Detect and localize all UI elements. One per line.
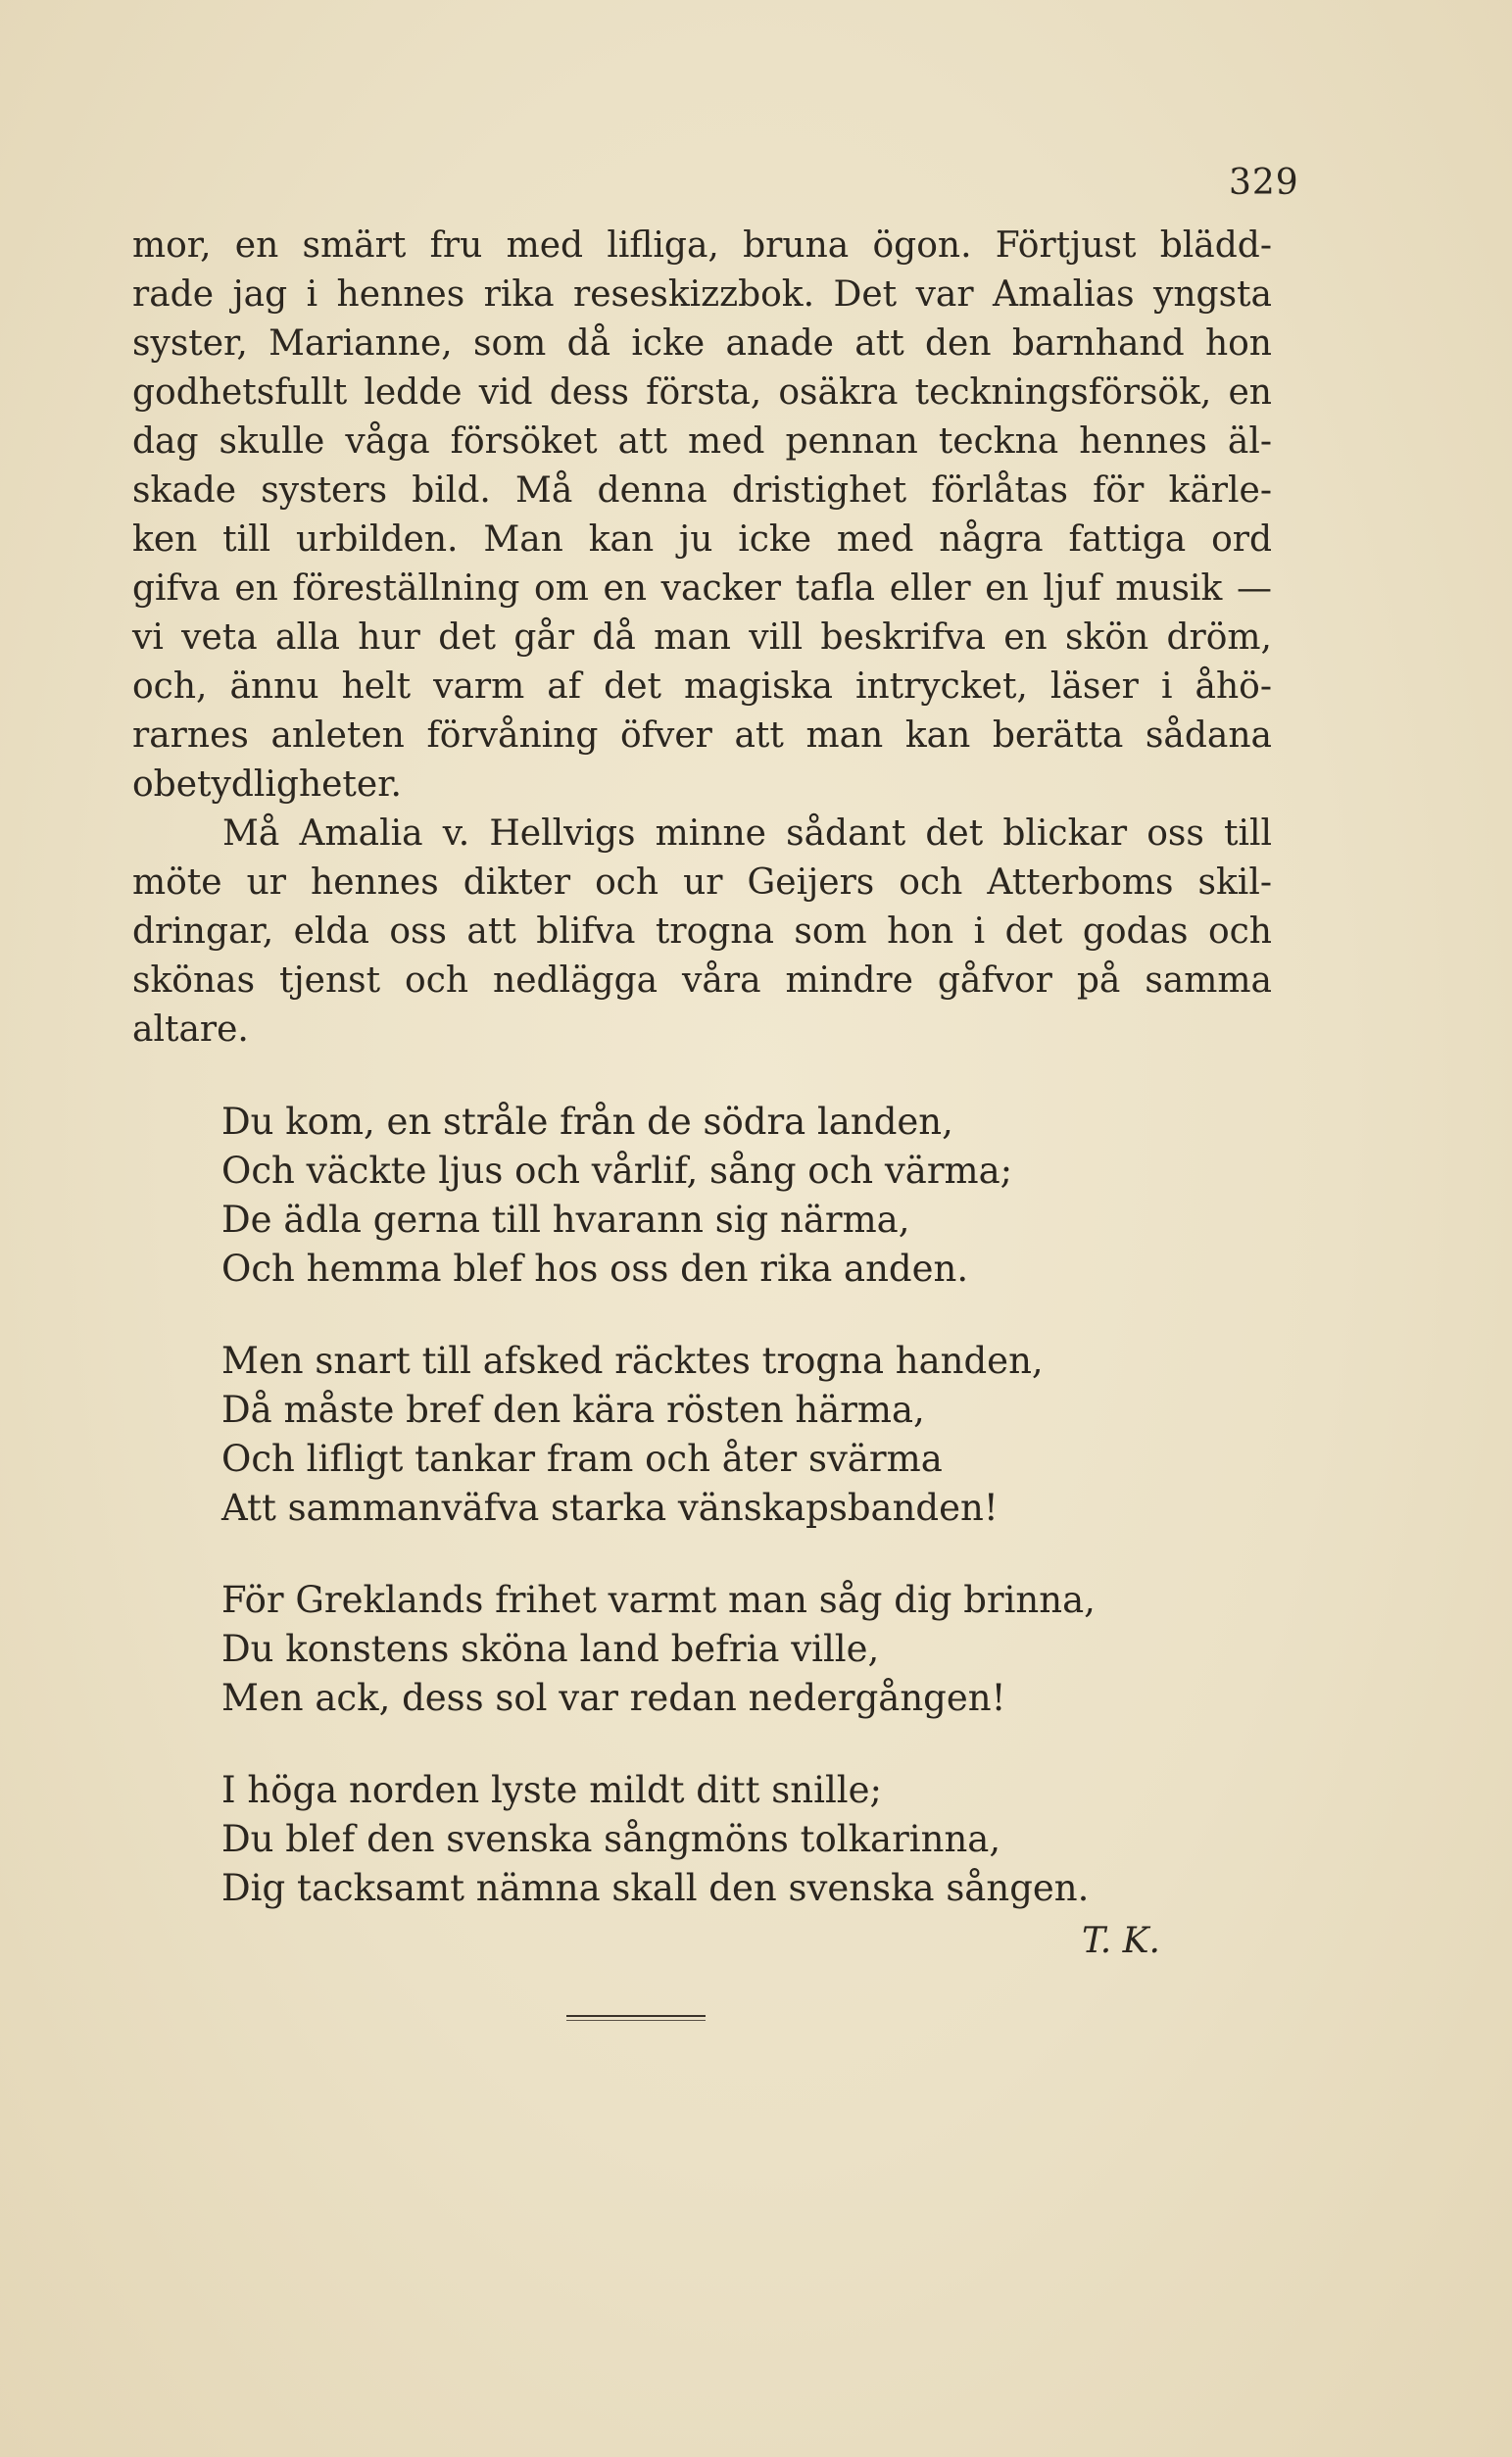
prose-line: dag skulle våga försöket att med pennan teckna hennes äl- [132, 421, 1272, 462]
poem-verse: För Greklands frihet varmt man såg dig brinna, [221, 1579, 1096, 1621]
prose-line: godhetsfullt ledde vid dess första, osäkra teckningsförsök, en [132, 372, 1272, 413]
poem-verse: Och lifligt tankar fram och åter svärma [221, 1438, 943, 1480]
poem-verse: Och hemma blef hos oss den rika anden. [221, 1248, 969, 1290]
poem-stanza [221, 1337, 1201, 1533]
poem-verse: Och väckte ljus och vårlif, sång och värma; [221, 1150, 1013, 1192]
prose-line: vi veta alla hur det går då man vill beskrifva en skön dröm, [132, 617, 1272, 658]
poem-stanza [221, 1576, 1201, 1723]
prose-line: syster, Marianne, som då icke anade att den barnhand hon [132, 323, 1272, 364]
poem-stanza [221, 1098, 1201, 1294]
poem-verse: Men ack, dess sol var redan nedergången! [221, 1677, 1006, 1719]
poem-verse: Du blef den svenska sångmöns tolkarinna, [221, 1818, 1001, 1860]
prose-text [132, 221, 1272, 1055]
prose-line: skönas tjenst och nedlägga våra mindre gåfvor på samma [132, 960, 1272, 1001]
poem-verse: Men snart till afsked räcktes trogna handen, [221, 1340, 1044, 1382]
prose-line: ken till urbilden. Man kan ju icke med några fattiga ord [132, 519, 1272, 560]
prose-line: dringar, elda oss att blifva trogna som hon i det godas och [132, 911, 1272, 952]
poem-verse: Dig tacksamt nämna skall den svenska sången. [221, 1867, 1090, 1909]
prose-line: gifva en föreställning om en vacker tafla eller en ljuf musik — [132, 568, 1272, 609]
poem-signature: T. K. [1082, 1921, 1160, 1961]
poem-verse: Att sammanväfva starka vänskapsbanden! [221, 1487, 999, 1529]
prose-line: Må Amalia v. Hellvigs minne sådant det blickar oss till [222, 813, 1272, 854]
prose-line: mor, en smärt fru med lifliga, bruna ögon. Förtjust blädd- [132, 225, 1272, 266]
poem-stanza [221, 1766, 1201, 1913]
poem-verse: I höga norden lyste mildt ditt snille; [221, 1769, 882, 1811]
poem-verse: Då måste bref den kära rösten härma, [221, 1389, 925, 1431]
prose-line: obetydligheter. [132, 764, 402, 805]
page-number: 329 [1229, 163, 1299, 203]
prose-line: rade jag i hennes rika reseskizzbok. Det var Amalias yngsta [132, 274, 1272, 315]
end-rule-divider [566, 2015, 706, 2017]
prose-line: möte ur hennes dikter och ur Geijers och Atterboms skil- [132, 862, 1272, 903]
poem [221, 1098, 1201, 1956]
prose-line: och, ännu helt varm af det magiska intrycket, läser i åhö- [132, 666, 1272, 707]
poem-verse: Du kom, en stråle från de södra landen, [221, 1101, 953, 1143]
prose-line: altare. [132, 1009, 249, 1050]
poem-verse: De ädla gerna till hvarann sig närma, [221, 1199, 910, 1241]
prose-line: skade systers bild. Må denna dristighet förlåtas för kärle- [132, 470, 1272, 511]
prose-line: rarnes anleten förvåning öfver att man kan berätta sådana [132, 715, 1272, 756]
poem-verse: Du konstens sköna land befria ville, [221, 1628, 880, 1670]
